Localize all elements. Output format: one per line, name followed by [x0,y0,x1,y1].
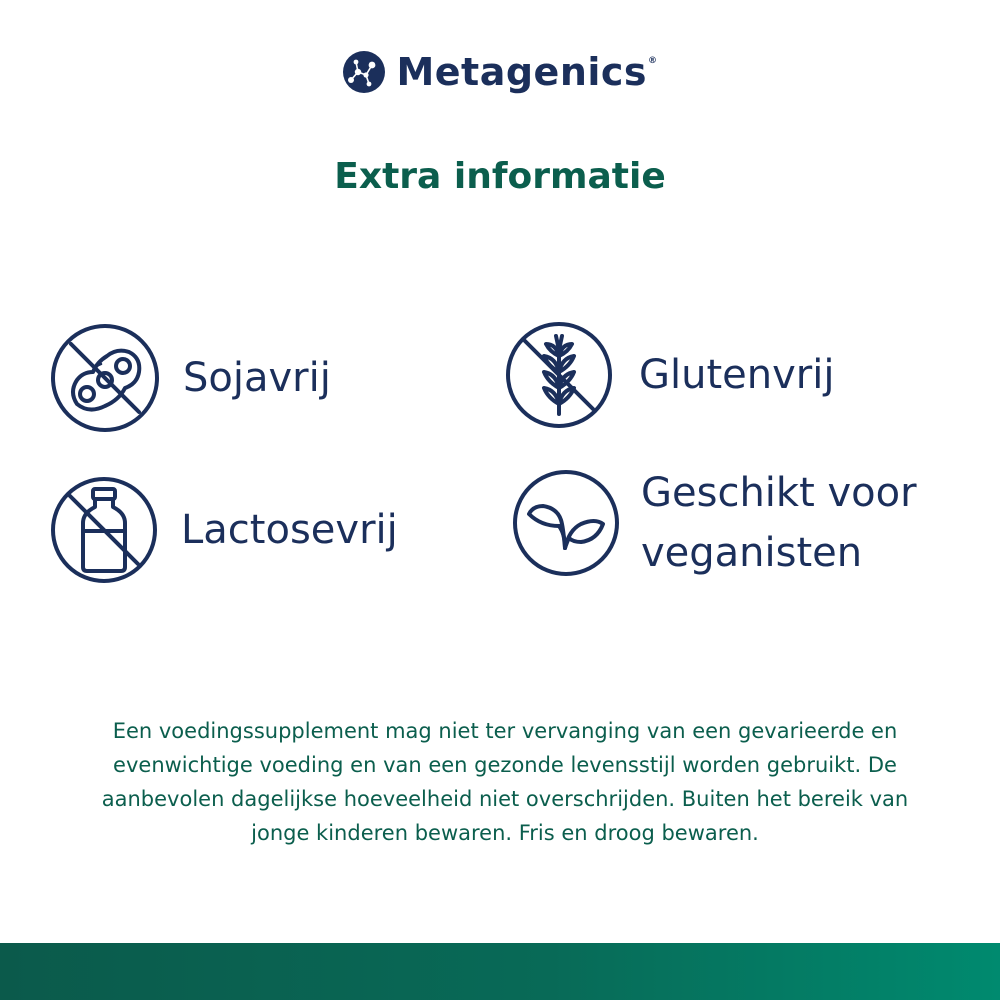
section-title: Extra informatie [334,156,666,197]
feature-vegan [511,463,917,583]
brand-name: Metagenics® [396,50,658,94]
feature-label: Glutenvrij [639,352,835,398]
no-gluten-icon [504,320,614,430]
feature-gluten-free [504,320,834,430]
no-lactose-icon [49,475,159,585]
registered-mark: ® [648,56,658,66]
feature-label: Sojavrij [183,355,331,401]
feature-label: Lactosevrij [181,507,398,553]
metagenics-logo-icon [342,50,386,94]
feature-lactose-free [49,475,398,585]
footer-bar [0,943,1000,1000]
no-soy-icon [49,322,161,434]
vegan-leaf-icon [511,468,621,578]
disclaimer-text: Een voedingssupplement mag niet ter vervanging van een gevarieerde en evenwichtige voeding en van een gezonde levensstijl worden gebruikt. De aanbevolen dagelijkse hoeveelheid niet overschrijden. Buiten het bereik van jonge kinderen bewaren. Fris en droog bewaren. [101,719,909,845]
feature-label: Geschikt voor veganisten [641,470,917,576]
brand-logo [0,50,1000,94]
feature-soy-free [49,322,331,434]
